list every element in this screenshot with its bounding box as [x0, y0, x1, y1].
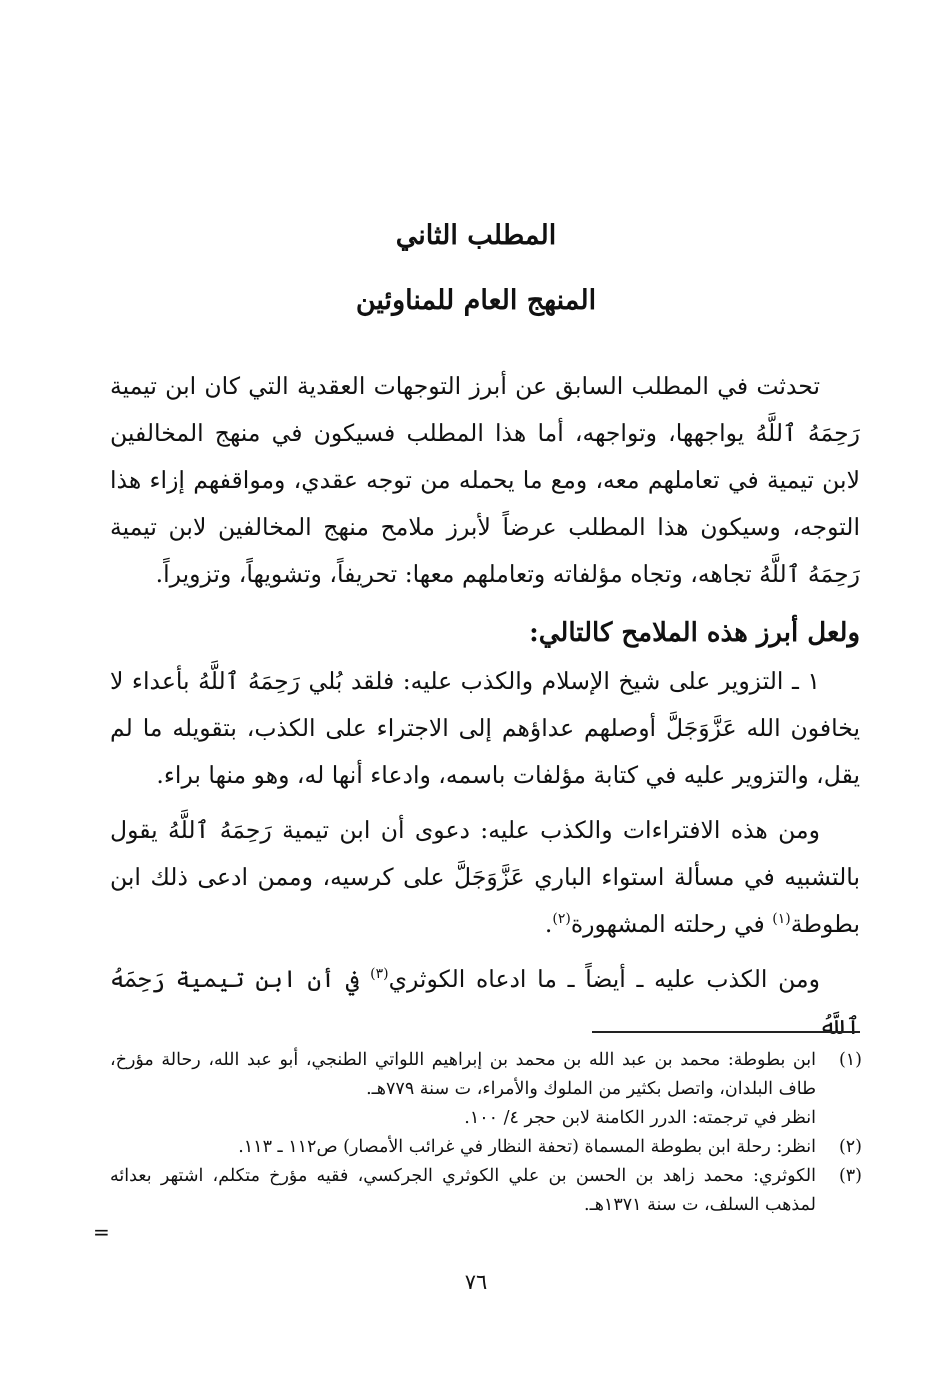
footnote-3-number: (٣): [838, 1166, 862, 1186]
footnote-1-line-2: انظر في ترجمته: الدرر الكامنة لابن حجر ٤/ ١٠٠.: [464, 1108, 816, 1128]
footnote-2-body: [110, 1133, 816, 1162]
footnote-ref-3[interactable]: (٣): [370, 966, 389, 983]
footnote-2: [110, 1133, 862, 1162]
paragraph-2: [110, 807, 860, 948]
footnote-3-line-1: الكوثري: محمد زاهد بن الحسن بن علي الكوثري الجركسي، فقيه مؤرخ متكلم، اشتهر بعدائه لمذهب السلف، ت سنة ١٣٧١هـ.: [110, 1166, 816, 1215]
footnote-3: [110, 1162, 862, 1220]
footnote-ref-2[interactable]: (٢): [552, 911, 571, 928]
section-title: المطلب الثاني: [395, 220, 557, 251]
paragraph-2-text-a: ومن هذه الافتراءات والكذب عليه: دعوى أن ابن تيمية رَحِمَهُ ٱللَّهُ يقول بالتشبيه في مسألة استواء الباري عَزَّوَجَلَّ على كرسيه، وممن ادعى ذلك ابن بطوطة: [110, 816, 860, 938]
footnote-2-number: (٢): [838, 1137, 862, 1157]
footnotes: [110, 1046, 862, 1220]
section-subtitle: المنهج العام للمناوئين: [355, 285, 597, 316]
footnote-1-line-1: ابن بطوطة: محمد بن عبد الله بن محمد بن إبراهيم اللواتي الطنجي، أبو عبد الله، رحالة مؤرخ، طاف البلدان، واتصل بكثير من الملوك والأمراء، ت سنة ٧٧٩هـ.: [110, 1050, 816, 1099]
main-text: [110, 363, 860, 1050]
footnote-2-line-1: انظر: رحلة ابن بطوطة المسماة (تحفة النظار في غرائب الأمصار) ص١١٢ ـ ١١٣.: [238, 1137, 816, 1157]
continuation-mark: =: [93, 1220, 110, 1244]
paragraph-2-text-b: في رحلته المشهورة: [570, 910, 773, 938]
paragraph-3: [110, 956, 860, 1050]
footnote-ref-1[interactable]: (١): [772, 911, 791, 928]
footnote-3-body: [110, 1162, 816, 1220]
footnote-1-number: (١): [838, 1050, 862, 1070]
page-number: ٧٦: [464, 1270, 488, 1294]
footnote-1-body: [110, 1046, 816, 1133]
paragraph-2-end: .: [544, 910, 553, 938]
paragraph-3-text-a: ومن الكذب عليه ـ أيضاً ـ ما ادعاه الكوثري: [388, 965, 820, 993]
footnote-divider: [592, 1031, 860, 1033]
points-subheading: ولعل أبرز هذه الملامح كالتالي:: [529, 618, 860, 648]
point-1-paragraph: ١ ـ التزوير على شيخ الإسلام والكذب عليه: فلقد بُلي رَحِمَهُ ٱللَّهُ بأعداء لا يخافون الله عَزَّوَجَلَّ أوصلهم عداؤهم إلى الاجتراء على الكذب، بتقويله ما لم يقل، والتزوير عليه في كتابة مؤلفات باسمه، وادعاء أنها له، وهو منها براء.: [110, 667, 860, 789]
paragraph-3-text-b: في أن ابن تيمية رَحِمَهُ ٱللَّهُ: [110, 965, 860, 1040]
footnote-1: [110, 1046, 862, 1133]
intro-paragraph: تحدثت في المطلب السابق عن أبرز التوجهات العقدية التي كان ابن تيمية رَحِمَهُ ٱللَّهُ يواجهها، وتواجهه، أما هذا المطلب فسيكون في منهج المخالفين لابن تيمية في تعاملهم معه، ومع ما يحمله من توجه عقدي، ومواقفهم إزاء هذا التوجه، وسيكون هذا المطلب عرضاً لأبرز ملامح منهج المخالفين لابن تيمية رَحِمَهُ ٱللَّهُ تجاهه، وتجاه مؤلفاته وتعاملهم معها: تحريفاً، وتشويهاً، وتزويراً.: [110, 372, 860, 588]
